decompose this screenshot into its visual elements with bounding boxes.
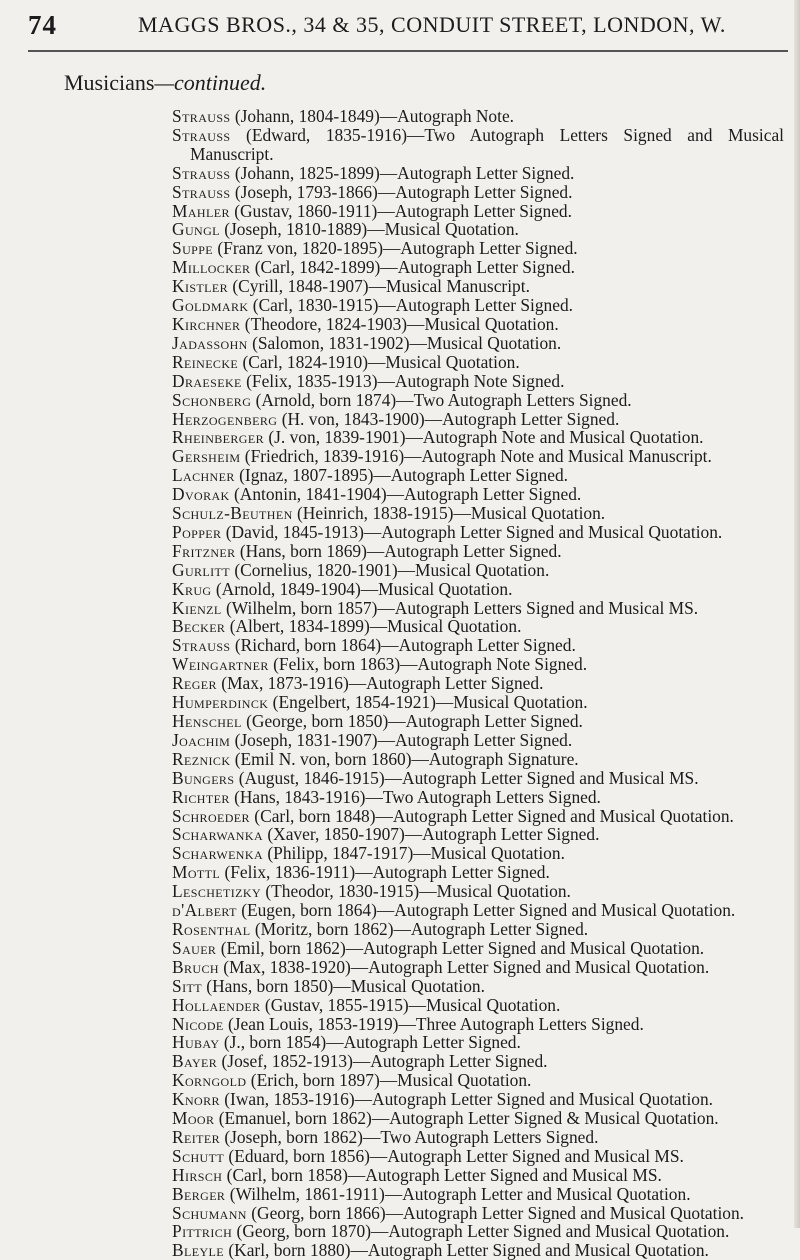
catalogue-entry xyxy=(172,1147,784,1166)
catalogue-entry xyxy=(172,1222,784,1241)
entry-description: (Eugen, born 1864)—Autograph Letter Signed and Musical Quotation. xyxy=(236,900,736,921)
entry-description: (Heinrich, 1838-1915)—Musical Quotation. xyxy=(292,503,606,524)
entry-description: (Johann, 1825-1899)—Autograph Letter Signed. xyxy=(230,162,575,183)
entry-description: (Carl, 1830-1915)—Autograph Letter Signed. xyxy=(248,295,573,316)
entry-description: (August, 1846-1915)—Autograph Letter Signed and Musical MS. xyxy=(234,767,699,788)
entry-surname: Richter xyxy=(172,786,230,807)
catalogue-entry xyxy=(172,258,784,277)
entry-description: (Emil N. von, born 1860)—Autograph Signature. xyxy=(230,748,579,769)
catalogue-entry xyxy=(172,485,784,504)
entry-description: (Erich, born 1897)—Musical Quotation. xyxy=(246,1070,532,1091)
entry-description: (Moritz, born 1862)—Autograph Letter Signed. xyxy=(250,918,589,939)
catalogue-entry xyxy=(172,1166,784,1185)
entry-surname: Weingartner xyxy=(172,654,269,675)
catalogue-entry xyxy=(172,447,784,466)
catalogue-entry xyxy=(172,977,784,996)
entry-surname: Schroeder xyxy=(172,805,250,826)
catalogue-entry xyxy=(172,958,784,977)
catalogue-entry xyxy=(172,882,784,901)
scan-edge xyxy=(794,0,800,1228)
entry-surname: Strauss xyxy=(172,162,231,183)
catalogue-entry xyxy=(172,239,784,258)
entry-surname: Mahler xyxy=(172,200,230,221)
entry-surname: Millocker xyxy=(172,257,251,278)
section-title-label: Musicians xyxy=(64,70,155,95)
catalogue-entry xyxy=(172,315,784,334)
entry-surname: Henschel xyxy=(172,711,242,731)
entry-surname: Moor xyxy=(172,1108,215,1129)
entry-surname: Rheinberger xyxy=(172,427,264,448)
catalogue-entry xyxy=(172,504,784,523)
header-rule xyxy=(28,50,788,52)
catalogue-entry xyxy=(172,410,784,429)
entry-surname: Strauss xyxy=(172,124,231,145)
catalogue-entry xyxy=(172,1033,784,1052)
catalogue-entry xyxy=(172,372,784,391)
entry-description: (Carl, 1824-1910)—Musical Quotation. xyxy=(238,351,520,372)
entry-surname: Reinecke xyxy=(172,351,239,372)
catalogue-entry xyxy=(172,580,784,599)
entry-surname: Sauer xyxy=(172,937,217,958)
entry-description: (Felix, 1836-1911)—Autograph Letter Signed. xyxy=(220,862,550,883)
entry-description: (Felix, 1835-1913)—Autograph Note Signed. xyxy=(241,370,565,391)
entry-surname: Lachner xyxy=(172,465,235,486)
entry-description: (Joseph, 1793-1866)—Autograph Letter Signed. xyxy=(230,181,573,202)
entry-surname: Strauss xyxy=(172,181,231,202)
catalogue-entry xyxy=(172,901,784,920)
entry-surname: Bungers xyxy=(172,767,235,788)
entry-surname: Scharwanka xyxy=(172,824,264,845)
entry-description: (Franz von, 1820-1895)—Autograph Letter Signed. xyxy=(213,238,578,259)
entry-surname: Bruch xyxy=(172,956,219,977)
page-header xyxy=(28,10,788,44)
entry-surname: Korngold xyxy=(172,1070,247,1091)
catalogue-entry xyxy=(172,1015,784,1034)
entry-surname: Berger xyxy=(172,1183,226,1204)
catalogue-entry xyxy=(172,466,784,485)
catalogue-entry xyxy=(172,920,784,939)
catalogue-entry xyxy=(172,750,784,769)
entry-surname: Fritzner xyxy=(172,540,236,561)
catalogue-entry xyxy=(172,939,784,958)
entry-surname: Leschetizky xyxy=(172,881,262,902)
entry-description: (Carl, born 1848)—Autograph Letter Signed and Musical Quotation. xyxy=(249,805,734,826)
catalogue-entry xyxy=(172,1241,784,1260)
entry-surname: Dvorak xyxy=(172,484,230,505)
entry-description: (Antonin, 1841-1904)—Autograph Letter Signed. xyxy=(229,484,582,505)
catalogue-entry xyxy=(172,996,784,1015)
entry-description: (Josef, 1852-1913)—Autograph Letter Signed. xyxy=(217,1051,548,1072)
catalogue-entry xyxy=(172,183,784,202)
entry-description: (David, 1845-1913)—Autograph Letter Signed and Musical Quotation. xyxy=(221,521,723,542)
entry-surname: Hirsch xyxy=(172,1164,223,1185)
entry-surname: Strauss xyxy=(172,106,231,126)
entry-description: (Max, 1838-1920)—Autograph Letter Signed and Musical Quotation. xyxy=(218,956,710,977)
entry-description: (Cyrill, 1848-1907)—Musical Manuscript. xyxy=(228,276,530,297)
catalogue-entry xyxy=(172,1071,784,1090)
catalogue-entry xyxy=(172,1185,784,1204)
entry-description: (Hans, born 1869)—Autograph Letter Signed. xyxy=(235,540,562,561)
catalogue-entry xyxy=(172,825,784,844)
entry-description: (George, born 1850)—Autograph Letter Signed. xyxy=(241,711,583,731)
entry-description: (Friedrich, 1839-1916)—Autograph Note and Musical Manuscript. xyxy=(240,446,712,467)
catalogue-entry xyxy=(172,636,784,655)
entry-description: (Emil, born 1862)—Autograph Letter Signed and Musical Quotation. xyxy=(216,937,705,958)
catalogue-entry xyxy=(172,353,784,372)
entry-description: (Arnold, born 1874)—Two Autograph Letters Signed. xyxy=(251,389,632,410)
catalogue-entry xyxy=(172,542,784,561)
entry-description: (Arnold, 1849-1904)—Musical Quotation. xyxy=(211,578,513,599)
catalogue-entry xyxy=(172,1128,784,1147)
catalogue-entry xyxy=(172,693,784,712)
catalogue-entry xyxy=(172,599,784,618)
entry-description: (Engelbert, 1854-1921)—Musical Quotation. xyxy=(268,692,588,713)
entry-description: (Jean Louis, 1853-1919)—Three Autograph Letters Signed. xyxy=(223,1013,644,1034)
entry-surname: Schulz-Beuthen xyxy=(172,503,293,524)
entry-surname: Draeseke xyxy=(172,370,242,391)
catalogue-entry xyxy=(172,334,784,353)
entry-surname: Sitt xyxy=(172,975,202,996)
catalogue-entry xyxy=(172,617,784,636)
entry-description: (Joseph, born 1862)—Two Autograph Letters Signed. xyxy=(220,1126,599,1147)
catalogue-entry xyxy=(172,807,784,826)
entry-surname: Joachim xyxy=(172,729,231,750)
catalogue-entry xyxy=(172,220,784,239)
entry-description: (Joseph, 1831-1907)—Autograph Letter Signed. xyxy=(230,729,573,750)
catalogue-entry xyxy=(172,296,784,315)
entry-surname: Suppe xyxy=(172,238,214,259)
entry-description: (Carl, 1842-1899)—Autograph Letter Signed. xyxy=(250,257,575,278)
entry-description: (Carl, born 1858)—Autograph Letter Signed and Musical MS. xyxy=(222,1164,662,1185)
catalogue-entry xyxy=(172,844,784,863)
entry-description: (Georg, born 1870)—Autograph Letter Signed and Musical Quotation. xyxy=(232,1221,730,1242)
entry-surname: Popper xyxy=(172,521,222,542)
entry-description: (Wilhelm, born 1857)—Autograph Letters Signed and Musical MS. xyxy=(221,597,699,618)
entry-description: (Ignaz, 1807-1895)—Autograph Letter Signed. xyxy=(234,465,568,486)
catalogue-entry xyxy=(172,1204,784,1223)
catalogue-entry xyxy=(172,277,784,296)
entry-surname: Reiter xyxy=(172,1126,220,1147)
entry-description: (Theodor, 1830-1915)—Musical Quotation. xyxy=(261,881,571,902)
catalogue-entry xyxy=(172,712,784,731)
running-head: MAGGS BROS., 34 & 35, CONDUIT STREET, LONDON, W. xyxy=(138,12,726,37)
entry-description: (Xaver, 1850-1907)—Autograph Letter Signed. xyxy=(263,824,600,845)
catalogue-entries xyxy=(172,107,784,1260)
entry-description: (Theodore, 1824-1903)—Musical Quotation. xyxy=(240,313,559,334)
entry-surname: Schonberg xyxy=(172,389,252,410)
entry-surname: Becker xyxy=(172,616,226,637)
entry-description: (Johann, 1804-1849)—Autograph Note. xyxy=(230,106,515,126)
catalogue-entry xyxy=(172,863,784,882)
entry-surname: Scharwenka xyxy=(172,843,264,864)
entry-description: (J. von, 1839-1901)—Autograph Note and Musical Quotation. xyxy=(264,427,704,448)
entry-surname: d'Albert xyxy=(172,900,237,921)
entry-description: (Albert, 1834-1899)—Musical Quotation. xyxy=(225,616,522,637)
catalogue-entry xyxy=(172,202,784,221)
catalogue-entry xyxy=(172,107,784,126)
entry-description: (Hans, 1843-1916)—Two Autograph Letters Signed. xyxy=(229,786,601,807)
entry-surname: Nicode xyxy=(172,1013,224,1034)
entry-surname: Mottl xyxy=(172,862,221,883)
entry-surname: Kistler xyxy=(172,276,229,297)
entry-surname: Kienzl xyxy=(172,597,222,618)
entry-description: (J., born 1854)—Autograph Letter Signed. xyxy=(219,1032,521,1053)
entry-surname: Hollaender xyxy=(172,994,261,1015)
entry-surname: Knorr xyxy=(172,1089,220,1110)
entry-surname: Humperdinck xyxy=(172,692,269,713)
entry-surname: Schutt xyxy=(172,1145,225,1166)
entry-surname: Schumann xyxy=(172,1202,247,1223)
catalogue-entry xyxy=(172,523,784,542)
entry-surname: Pittrich xyxy=(172,1221,233,1242)
entry-description: (Georg, born 1866)—Autograph Letter Signed and Musical Quotation. xyxy=(246,1202,745,1223)
entry-surname: Strauss xyxy=(172,635,231,656)
catalogue-entry xyxy=(172,126,784,164)
catalogue-entry xyxy=(172,561,784,580)
entry-surname: Rosenthal xyxy=(172,918,251,939)
section-continued: —continued. xyxy=(154,70,267,95)
catalogue-entry xyxy=(172,428,784,447)
entry-description: (Iwan, 1853-1916)—Autograph Letter Signed and Musical Quotation. xyxy=(219,1089,714,1110)
entry-surname: Kirchner xyxy=(172,313,241,334)
catalogue-entry xyxy=(172,391,784,410)
entry-description: (Karl, born 1880)—Autograph Letter Signed and Musical Quotation. xyxy=(224,1240,709,1260)
catalogue-entry xyxy=(172,788,784,807)
entry-surname: Bleyle xyxy=(172,1240,224,1260)
entry-surname: Gungl xyxy=(172,219,220,240)
entry-surname: Gurlitt xyxy=(172,559,231,580)
entry-description: (Gustav, 1855-1915)—Musical Quotation. xyxy=(260,994,561,1015)
entry-description: (Cornelius, 1820-1901)—Musical Quotation. xyxy=(230,559,550,580)
entry-description: (Joseph, 1810-1889)—Musical Quotation. xyxy=(219,219,519,240)
catalogue-entry xyxy=(172,769,784,788)
entry-surname: Bayer xyxy=(172,1051,218,1072)
catalogue-entry xyxy=(172,655,784,674)
entry-description: (Edward, 1835-1916)—Two Autograph Letters Signed and Musical Manuscript. xyxy=(190,124,784,164)
entry-description: (Philipp, 1847-1917)—Musical Quotation. xyxy=(263,843,565,864)
catalogue-entry xyxy=(172,164,784,183)
catalogue-entry xyxy=(172,1052,784,1071)
entry-description: (Emanuel, born 1862)—Autograph Letter Signed & Musical Quotation. xyxy=(214,1108,719,1129)
entry-description: (Salomon, 1831-1902)—Musical Quotation. xyxy=(247,332,562,353)
entry-surname: Goldmark xyxy=(172,295,249,316)
catalogue-entry xyxy=(172,1109,784,1128)
entry-description: (Max, 1873-1916)—Autograph Letter Signed. xyxy=(216,673,544,694)
catalogue-entry xyxy=(172,1090,784,1109)
section-title xyxy=(64,70,266,96)
entry-description: (H. von, 1843-1900)—Autograph Letter Signed. xyxy=(277,408,620,429)
entry-description: (Gustav, 1860-1911)—Autograph Letter Signed. xyxy=(229,200,572,221)
entry-surname: Hubay xyxy=(172,1032,220,1053)
entry-surname: Herzogenberg xyxy=(172,408,278,429)
entry-description: (Wilhelm, 1861-1911)—Autograph Letter and Musical Quotation. xyxy=(225,1183,691,1204)
entry-surname: Krug xyxy=(172,578,212,599)
catalogue-entry xyxy=(172,674,784,693)
catalogue-entry xyxy=(172,731,784,750)
entry-surname: Reznick xyxy=(172,748,231,769)
entry-description: (Richard, born 1864)—Autograph Letter Signed. xyxy=(230,635,576,656)
page-number: 74 xyxy=(28,10,57,40)
entry-surname: Jadassohn xyxy=(172,332,248,353)
entry-description: (Hans, born 1850)—Musical Quotation. xyxy=(201,975,485,996)
entry-surname: Gersheim xyxy=(172,446,241,467)
entry-surname: Reger xyxy=(172,673,217,694)
entry-description: (Eduard, born 1856)—Autograph Letter Signed and Musical MS. xyxy=(224,1145,684,1166)
entry-description: (Felix, born 1863)—Autograph Note Signed. xyxy=(268,654,588,675)
